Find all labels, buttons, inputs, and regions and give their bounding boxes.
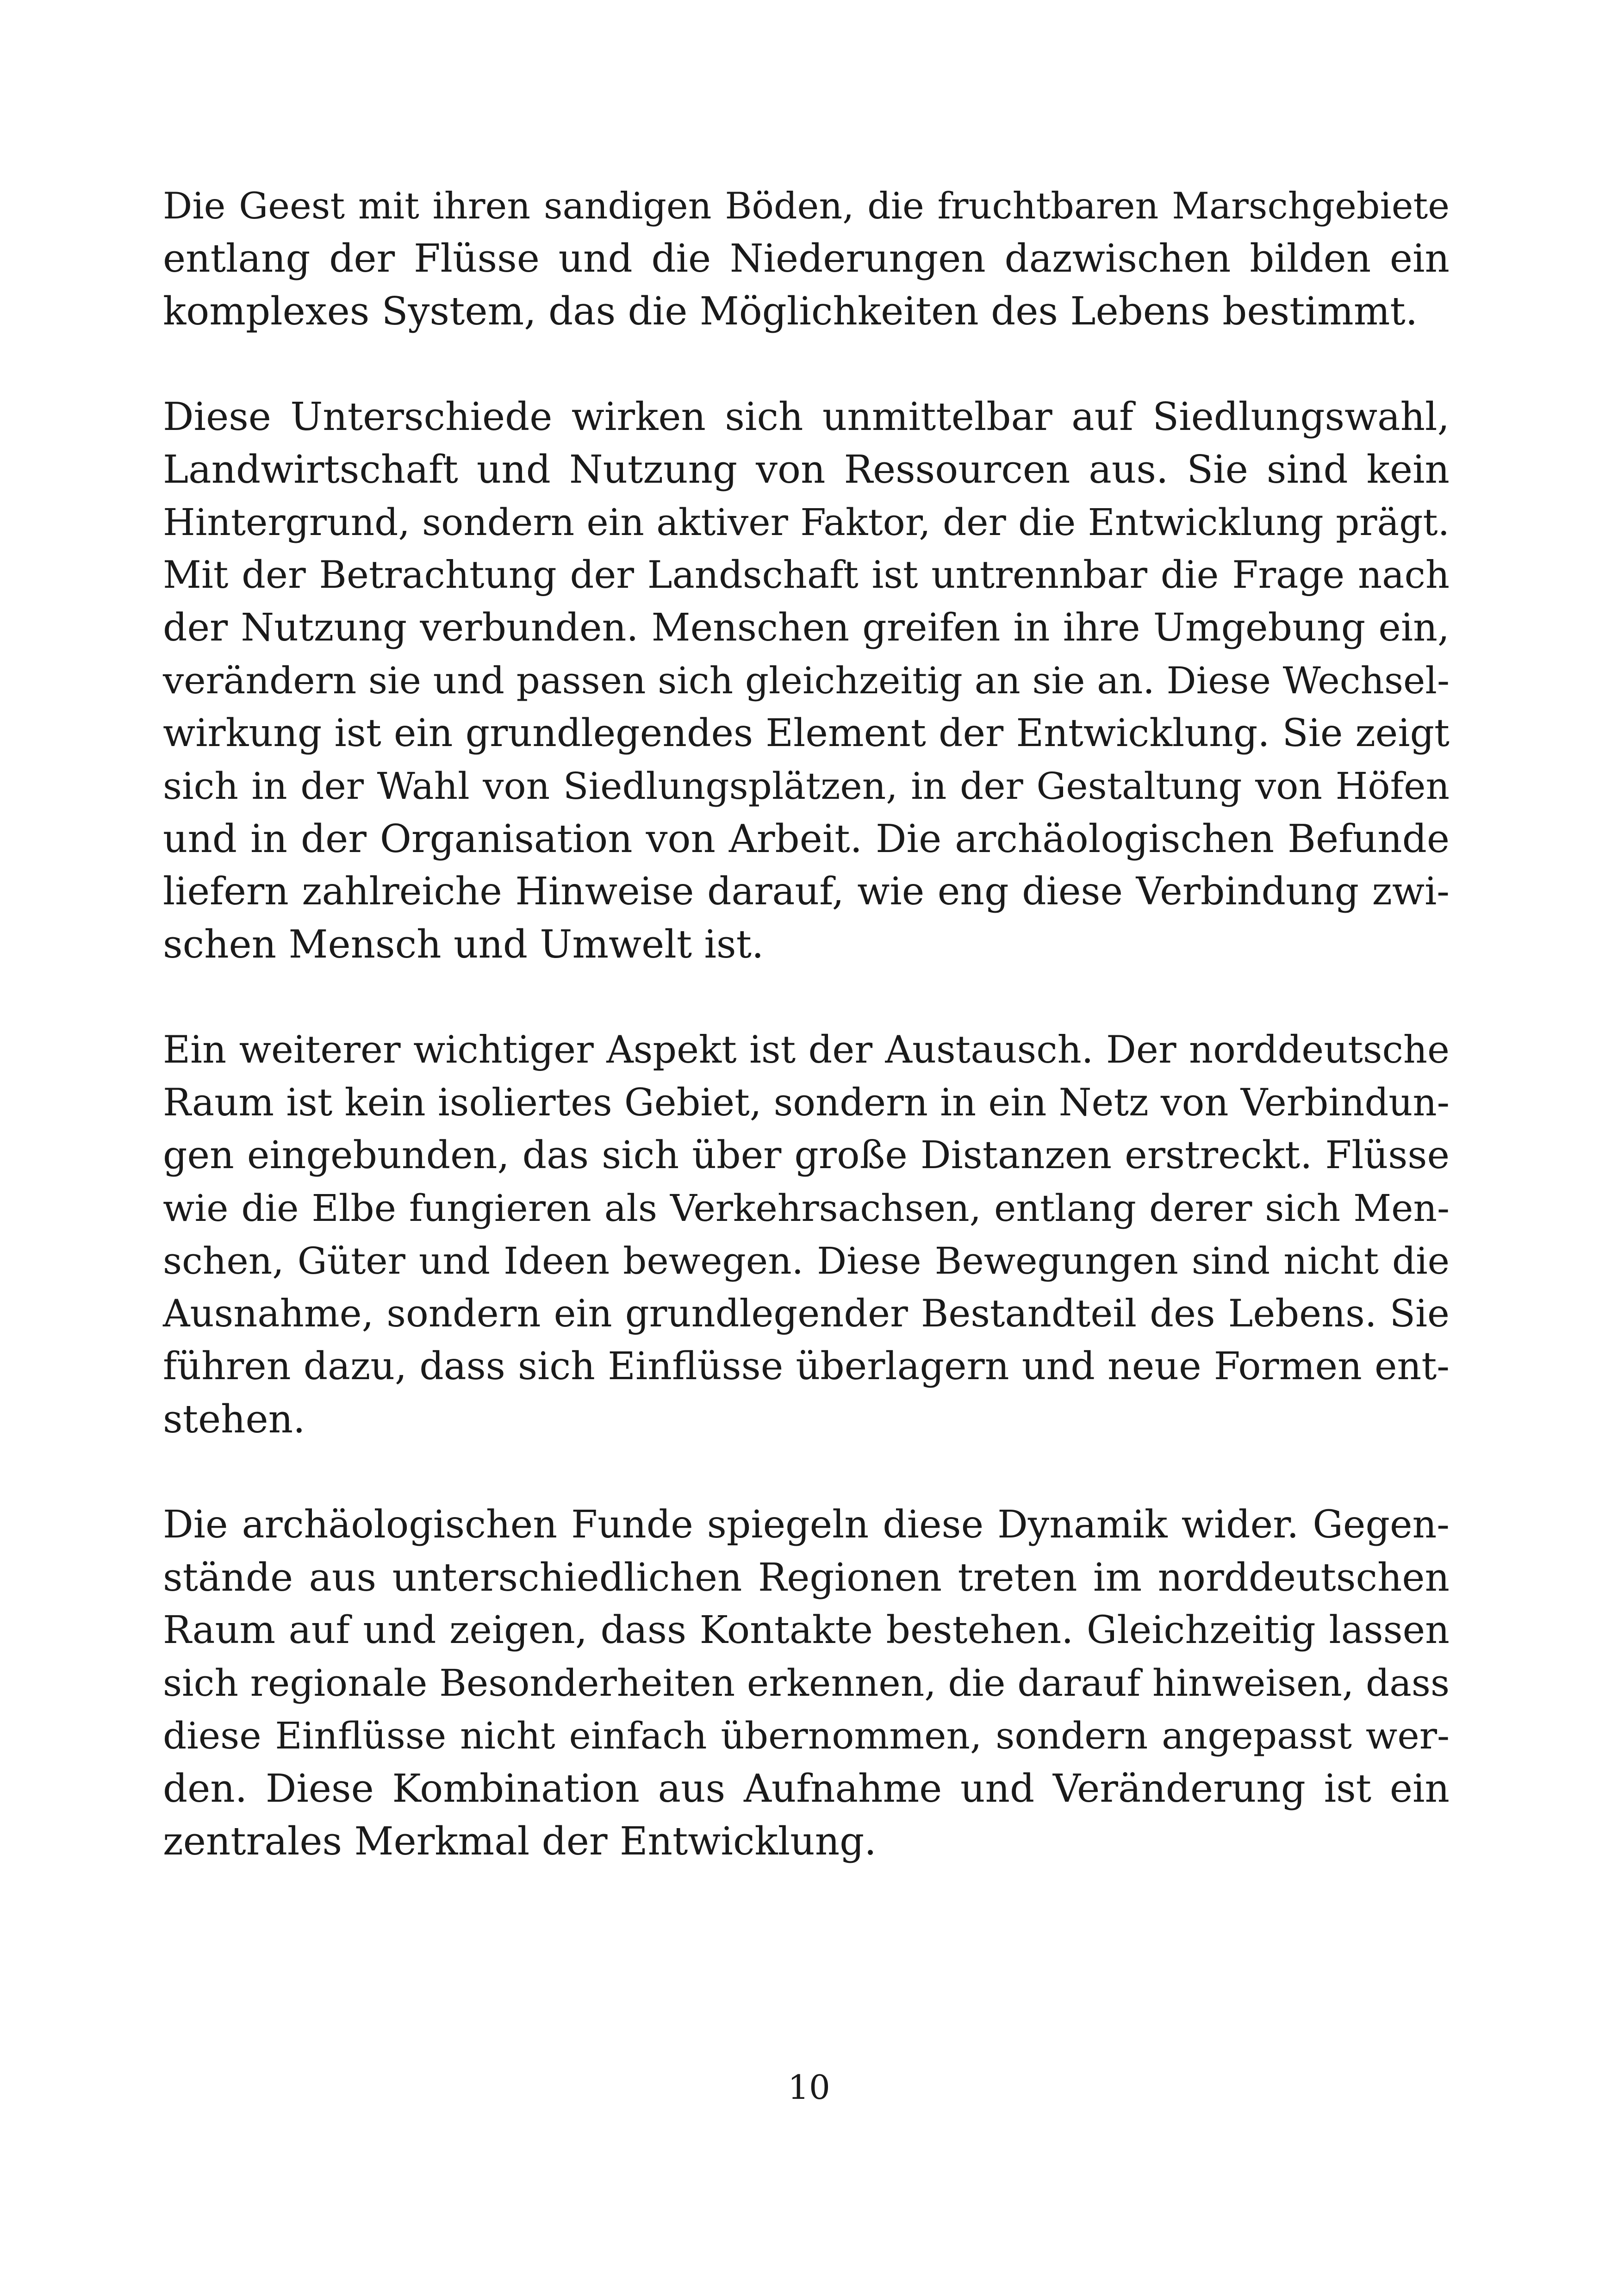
text-line: stände aus unterschiedlichen Regionen treten im norddeutschen <box>163 1555 1450 1600</box>
text-line: führen dazu, dass sich Einflüsse überlagern und neue Formen ent- <box>163 1344 1450 1388</box>
paragraph-1 <box>163 180 1450 338</box>
text-line: schen Mensch und Umwelt ist. <box>163 922 764 967</box>
text-line: Die Geest mit ihren sandigen Böden, die fruchtbaren Marschgebiete <box>163 185 1450 227</box>
text-line: wirkung ist ein grundlegendes Element der Entwicklung. Sie zeigt <box>163 711 1450 755</box>
text-line: Raum ist kein isoliertes Gebiet, sondern in ein Netz von Verbindun- <box>163 1081 1450 1125</box>
paragraph-gap <box>163 971 1450 1024</box>
body-text <box>163 180 1450 1868</box>
paragraph-gap <box>163 1446 1450 1499</box>
text-line: Raum auf und zeigen, dass Kontakte bestehen. Gleichzeitig lassen <box>163 1608 1450 1652</box>
text-line: gen eingebunden, das sich über große Distanzen erstreckt. Flüsse <box>163 1133 1450 1177</box>
text-line: entlang der Flüsse und die Niederungen dazwischen bilden ein <box>163 236 1450 281</box>
text-line: komplexes System, das die Möglichkeiten des Lebens bestimmt. <box>163 289 1418 334</box>
paragraph-3 <box>163 1024 1450 1446</box>
text-line: sich regionale Besonderheiten erkennen, die darauf hinweisen, dass <box>163 1661 1450 1705</box>
text-line: den. Diese Kombination aus Aufnahme und Veränderung ist ein <box>163 1766 1450 1811</box>
text-line: Diese Unterschiede wirken sich unmittelbar auf Siedlungswahl, <box>163 394 1450 439</box>
page-number: 10 <box>788 2068 830 2107</box>
text-line: zentrales Merkmal der Entwicklung. <box>163 1819 877 1864</box>
paragraph-4 <box>163 1499 1450 1868</box>
text-line: sich in der Wahl von Siedlungsplätzen, in der Gestaltung von Höfen <box>163 765 1450 808</box>
text-line: und in der Organisation von Arbeit. Die archäologischen Befunde <box>163 816 1450 861</box>
text-line: wie die Elbe fungieren als Verkehrsachsen, entlang derer sich Men- <box>163 1187 1450 1230</box>
text-line: Ausnahme, sondern ein grundlegender Bestandteil des Lebens. Sie <box>163 1292 1450 1336</box>
text-line: verändern sie und passen sich gleichzeitig an sie an. Diese Wechsel- <box>163 659 1450 702</box>
text-line: der Nutzung verbunden. Menschen greifen in ihre Umgebung ein, <box>163 606 1450 650</box>
text-line: schen, Güter und Ideen bewegen. Diese Bewegungen sind nicht die <box>163 1239 1450 1282</box>
paragraph-gap <box>163 338 1450 391</box>
text-line: stehen. <box>163 1397 305 1442</box>
text-line: Landwirtschaft und Nutzung von Ressourcen aus. Sie sind kein <box>163 447 1450 492</box>
text-line: Ein weiterer wichtiger Aspekt ist der Austausch. Der norddeutsche <box>163 1028 1450 1072</box>
text-line: Hintergrund, sondern ein aktiver Faktor, der die Entwicklung prägt. <box>163 501 1450 544</box>
text-line: diese Einflüsse nicht einfach übernommen, sondern angepasst wer- <box>163 1714 1450 1757</box>
paragraph-2 <box>163 391 1450 971</box>
text-line: Mit der Betrachtung der Landschaft ist untrennbar die Frage nach <box>163 554 1450 597</box>
text-line: liefern zahlreiche Hinweise darauf, wie eng diese Verbindung zwi- <box>163 870 1450 914</box>
text-line: Die archäologischen Funde spiegeln diese Dynamik wider. Gegen- <box>163 1503 1450 1547</box>
